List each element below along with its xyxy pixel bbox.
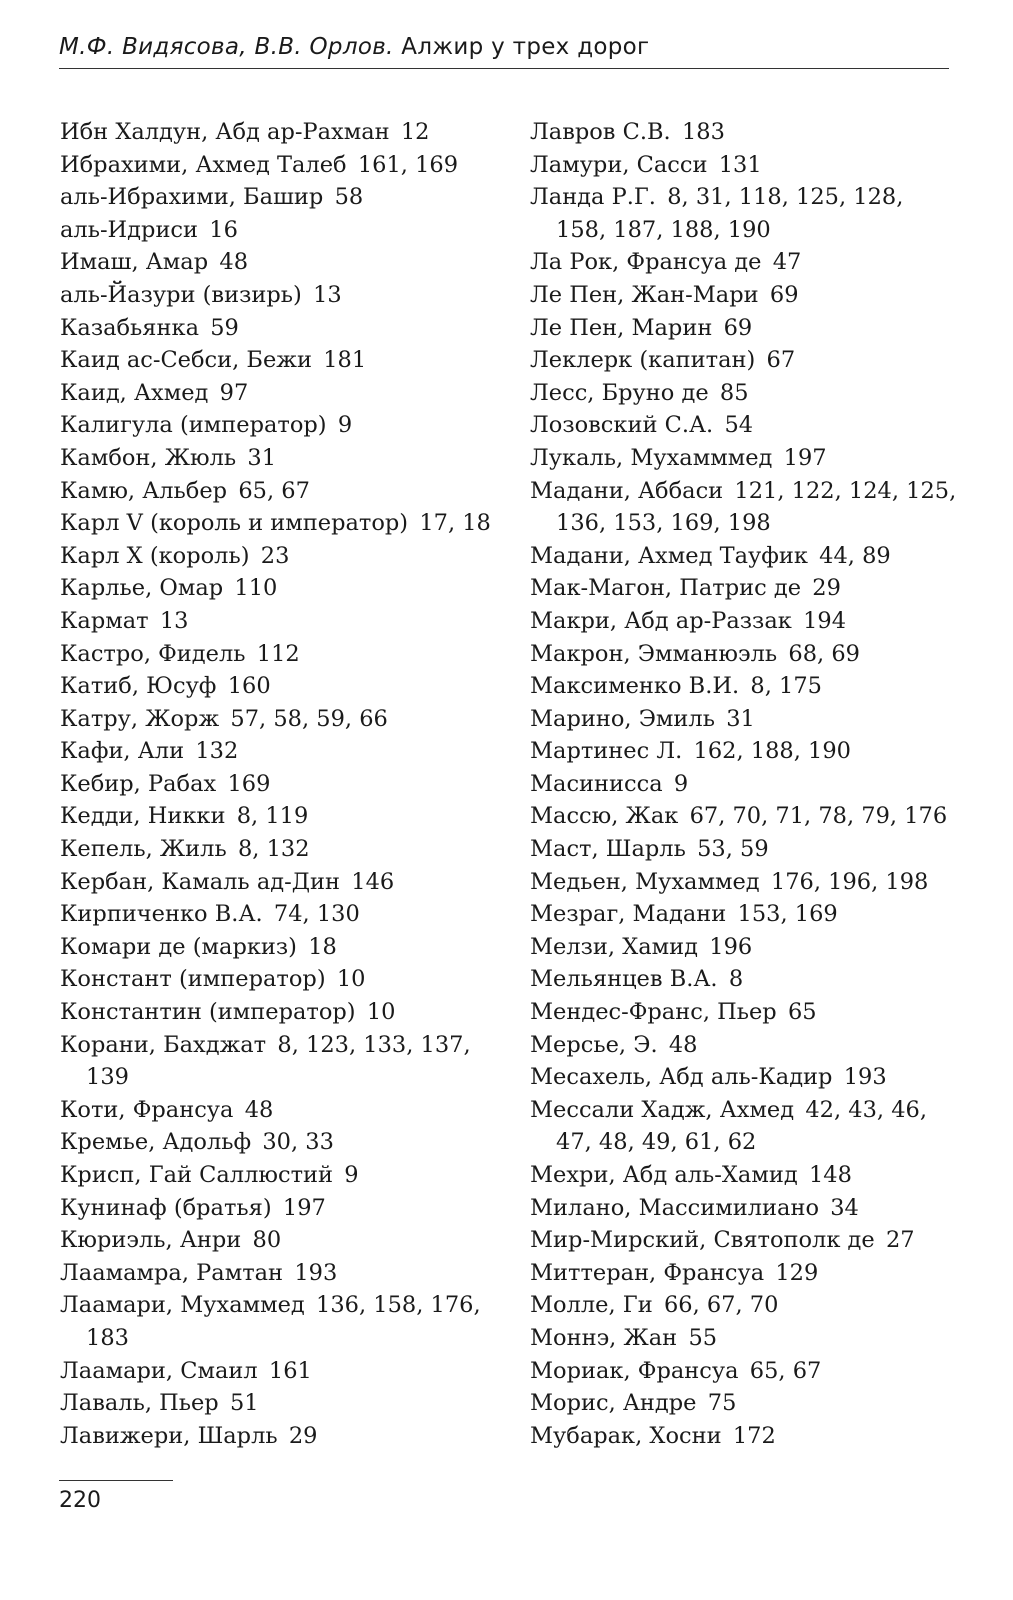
running-head-title: Алжир у трех дорог bbox=[401, 34, 650, 60]
index-entry bbox=[60, 540, 500, 573]
index-entry bbox=[60, 1257, 500, 1290]
index-entry-pages: 48 bbox=[219, 249, 249, 276]
index-entry-pages: 194 bbox=[803, 607, 847, 634]
index-entry-pages: 161 bbox=[268, 1357, 312, 1384]
index-entry-name: Масинисса bbox=[530, 770, 663, 797]
index-entry-pages: 129 bbox=[775, 1259, 819, 1286]
index-entry-name: Казабьянка bbox=[60, 314, 199, 341]
index-entry-pages: 8, 175 bbox=[750, 673, 822, 700]
index-entry-name: Массю, Жак bbox=[530, 803, 679, 830]
index-entry bbox=[60, 1192, 500, 1225]
index-entry-pages: 10 bbox=[336, 966, 366, 993]
index-entry bbox=[530, 1224, 960, 1257]
index-entry-name: Кюриэль, Анри bbox=[60, 1227, 242, 1254]
index-entry bbox=[530, 833, 960, 866]
index-entry-pages: 57, 58, 59, 66 bbox=[230, 705, 388, 732]
index-entry bbox=[60, 931, 500, 964]
index-entry bbox=[530, 768, 960, 801]
index-entry bbox=[60, 670, 500, 703]
index-entry-name: Кремье, Адольф bbox=[60, 1129, 252, 1156]
index-entry-name: Макри, Абд ар-Раззак bbox=[530, 607, 792, 634]
index-entry bbox=[60, 703, 500, 736]
index-entry-name: Констант (император) bbox=[60, 966, 326, 993]
index-entry-name: Кепель, Жиль bbox=[60, 836, 227, 863]
index-entry-pages: 10 bbox=[366, 999, 396, 1026]
index-entry bbox=[530, 703, 960, 736]
index-entry-name: Молле, Ги bbox=[530, 1292, 653, 1319]
index-entry-pages: 136, 158, 176, 183 bbox=[86, 1292, 481, 1351]
index-entry-name: Ибн Халдун, Абд ар-Рахман bbox=[60, 119, 390, 145]
index-entry-pages: 17, 18 bbox=[419, 510, 491, 537]
index-entry-name: Каид, Ахмед bbox=[60, 379, 209, 406]
index-entry bbox=[60, 116, 500, 149]
index-entry-pages: 183 bbox=[681, 119, 725, 145]
index-entry-name: Мезраг, Мадани bbox=[530, 901, 727, 928]
index-entry-name: Ла Рок, Франсуа де bbox=[530, 249, 762, 276]
index-entry-name: Карл X (король) bbox=[60, 542, 250, 569]
index-entry-name: Миттеран, Франсуа bbox=[530, 1259, 765, 1286]
index-entry-pages: 197 bbox=[282, 1194, 326, 1221]
index-entry-pages: 9 bbox=[673, 770, 689, 797]
index-entry bbox=[530, 898, 960, 931]
index-entry-name: Карл V (король и император) bbox=[60, 510, 409, 537]
index-entry-name: Мадани, Ахмед Тауфик bbox=[530, 542, 808, 569]
index-entry-name: Калигула (император) bbox=[60, 412, 327, 439]
index-entry-name: Мендес-Франс, Пьер bbox=[530, 999, 777, 1026]
index-entry-pages: 161, 169 bbox=[357, 151, 459, 178]
index-entry-name: Лавижери, Шарль bbox=[60, 1422, 278, 1449]
index-entry-name: Маст, Шарль bbox=[530, 836, 686, 863]
index-entry-name: Кедди, Никки bbox=[60, 803, 226, 830]
index-entry-name: Макрон, Эмманюэль bbox=[530, 640, 778, 667]
index-entry-pages: 110 bbox=[234, 575, 278, 602]
index-entry bbox=[530, 605, 960, 638]
index-entry bbox=[60, 1387, 500, 1420]
index-entry bbox=[530, 149, 960, 182]
index-entry-name: Катру, Жорж bbox=[60, 705, 220, 732]
index-entry-name: Ламури, Сасси bbox=[530, 151, 708, 178]
index-entry bbox=[530, 181, 960, 246]
index-entry-pages: 42, 43, 46, 47, 48, 49, 61, 62 bbox=[556, 1096, 928, 1156]
index-entry bbox=[60, 572, 500, 605]
index-entry bbox=[60, 1355, 500, 1388]
index-entry-name: Мехри, Абд аль-Хамид bbox=[530, 1162, 798, 1188]
index-entry-pages: 27 bbox=[885, 1227, 915, 1254]
index-entry-name: Ле Пен, Марин bbox=[530, 314, 713, 341]
index-entry-pages: 146 bbox=[351, 868, 395, 895]
index-entry-pages: 13 bbox=[159, 607, 189, 634]
index-entry-pages: 9 bbox=[337, 412, 353, 439]
index-column-left bbox=[60, 116, 500, 1452]
index-entry-name: Лозовский С.А. bbox=[530, 412, 714, 439]
index-entry-name: Лаваль, Пьер bbox=[60, 1390, 219, 1417]
index-entry-name: Карлье, Омар bbox=[60, 575, 224, 602]
index-entry-name: Камбон, Жюль bbox=[60, 444, 237, 471]
running-head bbox=[59, 34, 649, 60]
index-entry-pages: 8, 31, 118, 125, 128, 158, 187, 188, 190 bbox=[556, 184, 904, 243]
index-entry-name: Лавров С.В. bbox=[530, 119, 671, 145]
index-entry-pages: 69 bbox=[723, 314, 753, 341]
index-entry-pages: 53, 59 bbox=[697, 836, 769, 863]
index-entry-pages: 68, 69 bbox=[788, 640, 860, 667]
index-entry-pages: 55 bbox=[688, 1324, 718, 1351]
index-entry-pages: 12 bbox=[400, 119, 430, 145]
index-entry-name: аль-Йазури (визирь) bbox=[60, 281, 302, 308]
index-entry bbox=[530, 1322, 960, 1355]
index-entry bbox=[60, 1420, 500, 1453]
index-entry-name: Катиб, Юсуф bbox=[60, 673, 217, 700]
index-entry bbox=[60, 507, 500, 540]
index-entry-pages: 148 bbox=[808, 1162, 852, 1188]
index-entry-name: Коти, Франсуа bbox=[60, 1096, 234, 1123]
index-column-right bbox=[530, 116, 960, 1452]
index-entry-pages: 74, 130 bbox=[273, 901, 360, 928]
index-entry bbox=[530, 800, 960, 833]
index-entry-pages: 112 bbox=[256, 640, 300, 667]
index-entry bbox=[530, 572, 960, 605]
index-entry-name: Леклерк (капитан) bbox=[530, 347, 756, 374]
index-entry-pages: 176, 196, 198 bbox=[770, 868, 929, 895]
index-entry-name: Лукаль, Мухамммед bbox=[530, 444, 773, 471]
index-entry-name: Лесс, Бруно де bbox=[530, 379, 709, 406]
index-entry-name: Крисп, Гай Саллюстий bbox=[60, 1162, 334, 1188]
index-entry bbox=[530, 963, 960, 996]
index-entry bbox=[60, 312, 500, 345]
index-entry-name: аль-Идриси bbox=[60, 216, 199, 243]
index-entry-name: Кебир, Рабах bbox=[60, 770, 217, 797]
index-entry-pages: 66, 67, 70 bbox=[663, 1292, 779, 1319]
index-entry-pages: 121, 122, 124, 125, 136, 153, 169, 198 bbox=[556, 477, 957, 537]
index-entry bbox=[530, 377, 960, 410]
index-entry bbox=[60, 149, 500, 182]
index-entry-pages: 172 bbox=[732, 1422, 776, 1449]
index-entry-pages: 8, 132 bbox=[237, 836, 310, 863]
index-entry bbox=[530, 442, 960, 475]
index-entry bbox=[60, 1289, 500, 1354]
index-entry bbox=[60, 1094, 500, 1127]
index-entry bbox=[530, 1420, 960, 1453]
index-entry bbox=[60, 866, 500, 899]
index-entry-name: Камю, Альбер bbox=[60, 477, 228, 504]
index-entry-pages: 67 bbox=[766, 347, 796, 374]
index-entry-name: Кармат bbox=[60, 607, 149, 634]
index-entry bbox=[60, 800, 500, 833]
index-entry-pages: 47 bbox=[772, 249, 802, 276]
index-entry bbox=[530, 1094, 960, 1159]
index-entry-pages: 67, 70, 71, 78, 79, 176 bbox=[689, 803, 948, 830]
index-entry-name: Кастро, Фидель bbox=[60, 640, 246, 667]
index-entry-pages: 23 bbox=[260, 542, 290, 569]
index-entry bbox=[530, 344, 960, 377]
index-entry bbox=[60, 377, 500, 410]
index-entry-name: Мессали Хадж, Ахмед bbox=[530, 1096, 795, 1123]
index-entry-pages: 31 bbox=[726, 705, 755, 732]
index-entry bbox=[530, 116, 960, 149]
index-entry-pages: 30, 33 bbox=[262, 1129, 334, 1156]
running-head-authors: М.Ф. Видясова, В.В. Орлов. bbox=[59, 34, 394, 60]
index-entry bbox=[530, 996, 960, 1029]
index-entry-pages: 80 bbox=[252, 1227, 282, 1254]
index-entry bbox=[530, 1192, 960, 1225]
index-entry-pages: 181 bbox=[323, 347, 367, 374]
index-entry bbox=[530, 735, 960, 768]
index-entry-pages: 29 bbox=[288, 1422, 318, 1449]
index-entry-pages: 59 bbox=[210, 314, 239, 341]
index-entry-pages: 169 bbox=[227, 770, 271, 797]
index-entry bbox=[60, 638, 500, 671]
index-entry-name: Милано, Массимилиано bbox=[530, 1194, 819, 1221]
index-entry-name: Мак-Магон, Патрис де bbox=[530, 575, 802, 602]
index-entry bbox=[60, 181, 500, 214]
index-entry-pages: 29 bbox=[812, 575, 841, 602]
footer-rule bbox=[59, 1480, 173, 1481]
index-entry bbox=[530, 931, 960, 964]
index-entry bbox=[60, 246, 500, 279]
index-entry bbox=[530, 1029, 960, 1062]
index-entry bbox=[60, 768, 500, 801]
index-entry bbox=[530, 475, 960, 540]
index-entry-name: Ибрахими, Ахмед Талеб bbox=[60, 151, 347, 178]
index-entry bbox=[530, 866, 960, 899]
page-number: 220 bbox=[59, 1488, 101, 1513]
index-entry-name: Кербан, Камаль ад-Дин bbox=[60, 868, 340, 895]
index-entry-pages: 8, 123, 133, 137, 139 bbox=[86, 1031, 471, 1091]
index-entry-pages: 132 bbox=[195, 738, 239, 765]
index-entry-pages: 51 bbox=[229, 1390, 259, 1417]
index-entry-pages: 193 bbox=[843, 1064, 887, 1091]
index-entry-name: Мубарак, Хосни bbox=[530, 1422, 722, 1449]
index-entry bbox=[60, 898, 500, 931]
index-entry-name: Имаш, Амар bbox=[60, 249, 209, 276]
index-entry-pages: 97 bbox=[219, 379, 249, 406]
index-entry-pages: 8 bbox=[728, 966, 744, 993]
index-entry-pages: 48 bbox=[668, 1031, 698, 1058]
index-entry-pages: 131 bbox=[718, 151, 762, 178]
index-entry bbox=[60, 409, 500, 442]
index-entry-name: Мадани, Аббаси bbox=[530, 477, 724, 504]
index-entry-name: Мерсье, Э. bbox=[530, 1031, 658, 1058]
index-entry-pages: 85 bbox=[719, 379, 749, 406]
index-entry-pages: 18 bbox=[308, 933, 337, 960]
index-entry-name: Ланда Р.Г. bbox=[530, 184, 656, 211]
index-entry-pages: 16 bbox=[209, 216, 238, 243]
index-entry-name: Лаамамра, Рамтан bbox=[60, 1259, 284, 1286]
index-entry-name: Моннэ, Жан bbox=[530, 1324, 678, 1351]
header-rule bbox=[59, 68, 949, 69]
index-entry bbox=[60, 1126, 500, 1159]
index-entry bbox=[60, 442, 500, 475]
index-entry-pages: 13 bbox=[313, 281, 342, 308]
index-entry bbox=[530, 312, 960, 345]
index-entry-pages: 160 bbox=[227, 673, 271, 700]
index-entry-name: Корани, Бахджат bbox=[60, 1031, 267, 1058]
index-entry-name: Комари де (маркиз) bbox=[60, 933, 297, 960]
index-entry-name: Кирпиченко В.А. bbox=[60, 901, 263, 928]
index-entry-pages: 34 bbox=[830, 1194, 859, 1221]
index-entry-name: Максименко В.И. bbox=[530, 673, 740, 700]
index-entry bbox=[530, 409, 960, 442]
index-entry bbox=[60, 735, 500, 768]
index-entry-name: аль-Ибрахими, Башир bbox=[60, 184, 324, 211]
index-entry bbox=[60, 1159, 500, 1192]
index-entry-pages: 75 bbox=[707, 1390, 737, 1417]
index-entry bbox=[530, 1061, 960, 1094]
index-entry bbox=[530, 1289, 960, 1322]
index-entry-pages: 44, 89 bbox=[819, 542, 891, 569]
index-entry bbox=[530, 1387, 960, 1420]
index-entry-pages: 54 bbox=[724, 412, 754, 439]
index-entry bbox=[60, 344, 500, 377]
index-entry-name: Константин (император) bbox=[60, 999, 356, 1026]
index-entry-pages: 65, 67 bbox=[238, 477, 310, 504]
index-entry-name: Месахель, Абд аль-Кадир bbox=[530, 1064, 833, 1091]
index-entry-name: Мориак, Франсуа bbox=[530, 1357, 739, 1384]
index-entry-pages: 65 bbox=[787, 999, 817, 1026]
index-entry-name: Мир-Мирский, Святополк де bbox=[530, 1227, 875, 1254]
index-entry bbox=[60, 963, 500, 996]
index-entry-name: Марино, Эмиль bbox=[530, 705, 715, 732]
index-entry bbox=[60, 1029, 500, 1094]
index-entry-name: Кафи, Али bbox=[60, 738, 185, 765]
index-entry-pages: 58 bbox=[334, 184, 364, 211]
index-entry-pages: 153, 169 bbox=[737, 901, 838, 928]
index-entry-pages: 9 bbox=[344, 1162, 359, 1188]
index-entry-name: Лаамари, Мухаммед bbox=[60, 1292, 305, 1319]
index-entry bbox=[530, 279, 960, 312]
index-entry-pages: 65, 67 bbox=[749, 1357, 822, 1384]
index-entry bbox=[530, 1355, 960, 1388]
index-entry bbox=[60, 279, 500, 312]
index-entry bbox=[530, 638, 960, 671]
index-entry bbox=[60, 833, 500, 866]
index-entry-pages: 31 bbox=[247, 444, 277, 471]
index-entry bbox=[530, 1257, 960, 1290]
index-entry-name: Кунинаф (братья) bbox=[60, 1194, 272, 1221]
index-entry-name: Мельянцев В.А. bbox=[530, 966, 718, 993]
index-entry bbox=[530, 670, 960, 703]
index-entry-pages: 8, 119 bbox=[236, 803, 309, 830]
index-entry bbox=[60, 214, 500, 247]
index-entry bbox=[60, 605, 500, 638]
index-entry-name: Медьен, Мухаммед bbox=[530, 868, 760, 895]
index-entry-name: Лаамари, Смаил bbox=[60, 1357, 258, 1384]
index-entry-pages: 48 bbox=[244, 1096, 274, 1123]
index-entry-pages: 193 bbox=[294, 1259, 338, 1286]
index-entry bbox=[60, 475, 500, 508]
index-entry bbox=[530, 540, 960, 573]
index-entry-name: Каид ас-Себси, Бежи bbox=[60, 347, 312, 374]
index-entry bbox=[60, 1224, 500, 1257]
index-entry-name: Мелзи, Хамид bbox=[530, 933, 699, 960]
index-entry-name: Морис, Андре bbox=[530, 1390, 697, 1417]
index-entry-name: Мартинес Л. bbox=[530, 738, 683, 765]
index-entry bbox=[530, 246, 960, 279]
index-entry-pages: 196 bbox=[709, 933, 753, 960]
index-entry bbox=[530, 1159, 960, 1192]
index-entry-name: Ле Пен, Жан-Мари bbox=[530, 281, 759, 308]
index-entry bbox=[60, 996, 500, 1029]
index-entry-pages: 197 bbox=[783, 444, 827, 471]
index-entry-pages: 69 bbox=[769, 281, 799, 308]
index-entry-pages: 162, 188, 190 bbox=[693, 738, 851, 765]
